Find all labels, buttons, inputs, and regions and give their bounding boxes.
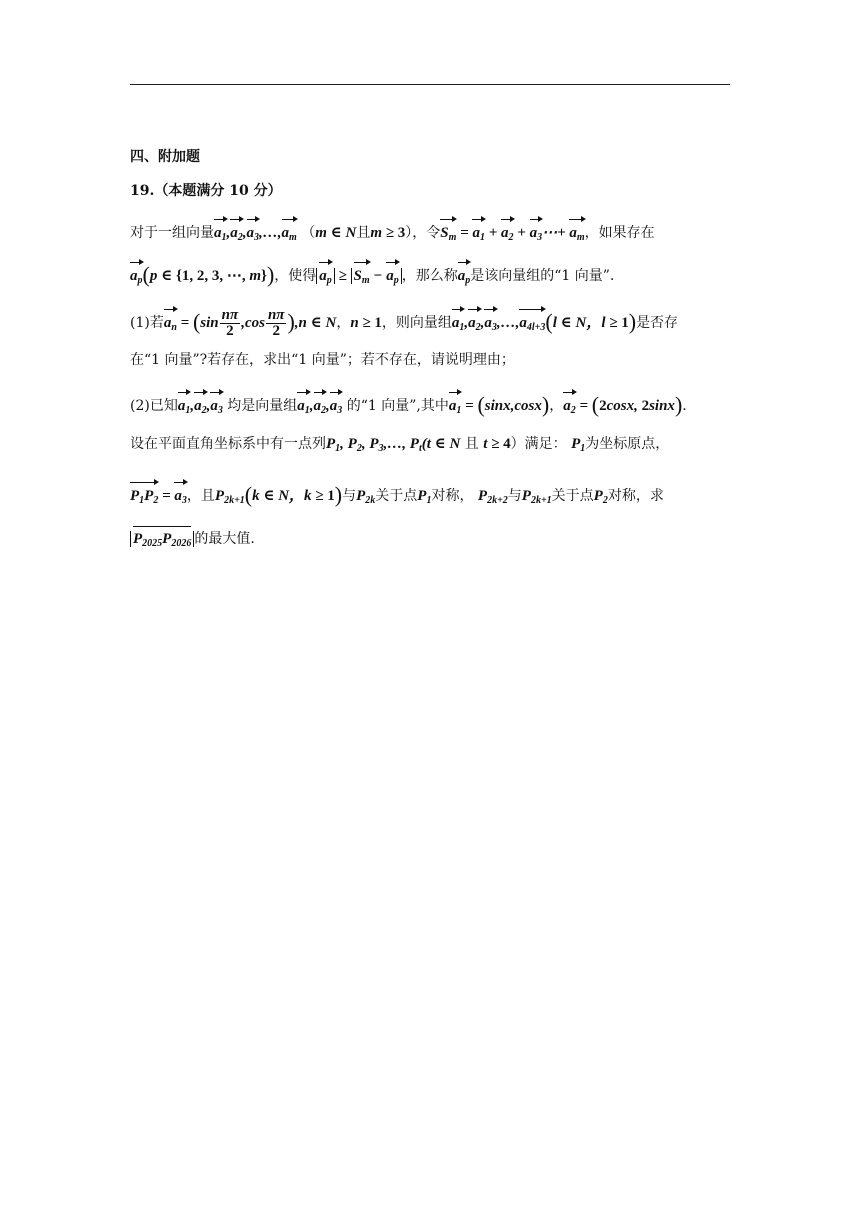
section-title: 四、附加题 (130, 149, 200, 165)
problem-line-8: $P_{2025}P_{2026}$ 的最大值. (130, 523, 255, 554)
problem-line-6: 设在平面直角坐标系中有一点列$P_1$, $P_2$, $P_3,\dots$, $P_t(t$ ∈ N 且 t ≥ 4）满足： $P_1$为坐标原点， (130, 436, 670, 454)
problem-line-1: 对于一组向量$a_1,a_2,a_3,\dots,a_m$ （m ∈ N且m ≥ 3），令$S_m = a_1 + a_2$ + $a_3\cdots+ a_m$，如果存在 (130, 216, 655, 248)
problem-line-7: $P_1P_2 = a_3$，且$P_{2k+1}(k$ ∈ N，k ≥ 1)与$P_{2k}$关于点$P_1$对称， $P_{2k+2}$与$P_{2k+1}$关于点$P_2$对称，求 (130, 479, 664, 511)
problem-line-2: $a_p(p$ ∈ {1, 2, 3, ⋯, m})，使得 $a_p \ge S_m - a_p$ ，那么称$a_p$是该向量组的“1 向量”. (130, 259, 614, 291)
header-rule (130, 84, 730, 85)
problem-line-3: (1)若$a_n = (\sin$ $\frac{n\pi}{2}$ ,cos $\frac{n\pi}{2}$ ),n ∈ N，n ≥ 1，则向量组$a_1,a_2,a_3,\dots,a_{4l+3}(l$ ∈ N，l ≥ 1)是否存 (130, 307, 679, 340)
problem-line-5: (2)已知$a_1,a_2,a_3$ 均是向量组$a_1,a_2,a_3$ 的“1 向量”,其中$a_1 = (\sin x,\cos x)$，$a_2 = (2\cos x$, 2sinx). (130, 389, 687, 421)
problem-line-4: 在“1 向量”?若存在，求出“1 向量”；若不存在，请说明理由； (130, 352, 515, 368)
question-header: 19.（本题满分 10 分） (130, 183, 282, 199)
